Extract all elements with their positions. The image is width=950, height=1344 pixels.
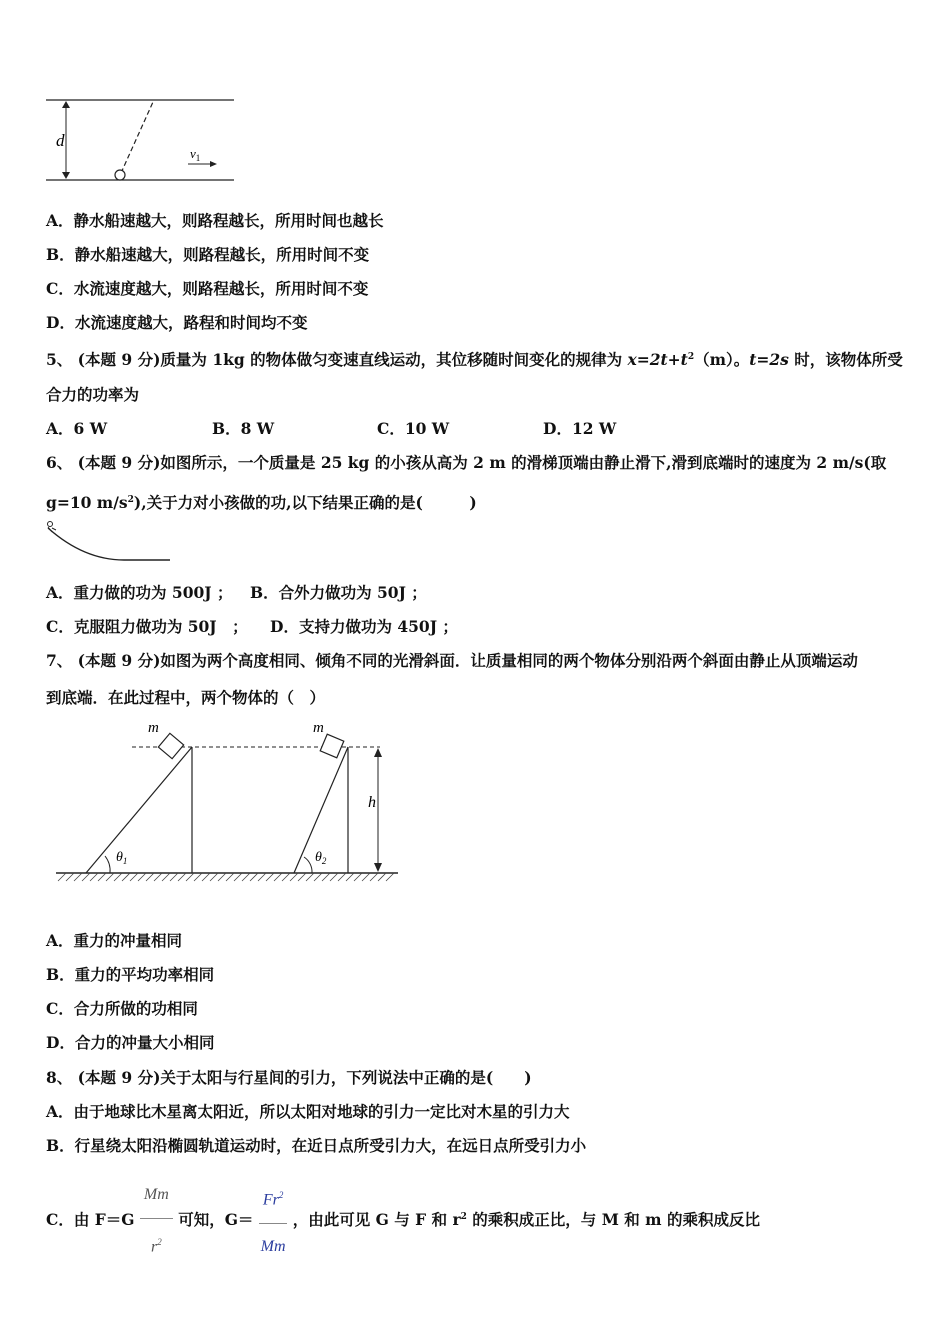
velocity-label: $v_1$: [190, 146, 201, 163]
q6-stem: 6、 (本题 9 分)如图所示，一个质量是 25 kg 的小孩从高为 2 m 的滑梯顶端由静止滑下,滑到底端时的速度为 2 m/s(取: [46, 453, 887, 472]
q4-option-a: A．静水船速越大，则路程越长，所用时间也越长: [46, 211, 384, 230]
q8-option-b: B．行星绕太阳沿椭圆轨道运动时，在近日点所受引力大，在远日点所受引力小: [46, 1136, 587, 1155]
height-label: h: [368, 794, 376, 811]
q6-option-c: C．克服阻力做功为 50J ；: [46, 617, 248, 636]
q5-stem: 5、 (本题 9 分)质量为 1kg 的物体做匀变速直线运动，其位移随时间变化的规律为 $x=2t+t^2(m)$。t=2s 时，该物体所受: [46, 350, 903, 370]
q8-stem: 8、 (本题 9 分)关于太阳与行星间的引力，下列说法中正确的是( ): [46, 1068, 532, 1087]
slide-figure: [44, 518, 174, 566]
mass-label-2: m: [313, 720, 324, 736]
q7-stem: 7、 (本题 9 分)如图为两个高度相同、倾角不同的光滑斜面．让质量相同的两个物体分别沿两个斜面由静止从顶端运动: [46, 651, 858, 670]
q5-option-b: B．8 W: [212, 419, 275, 438]
q6-option-a: A．重力做的功为 500J ；: [46, 583, 233, 602]
q7-option-a: A．重力的冲量相同: [46, 931, 183, 950]
q8-option-a: A．由于地球比木星离太阳近，所以太阳对地球的引力一定比对木星的引力大: [46, 1102, 570, 1121]
q7-option-b: B．重力的平均功率相同: [46, 965, 215, 984]
q5-option-c: C．10 W: [377, 419, 450, 438]
formula-fraction-1: $\frac{Mm}{r^2}$: [140, 1172, 173, 1270]
theta2-label: $\theta_2$: [315, 850, 327, 866]
q6-stem-line2: g=10 $m/s^2$),关于力对小孩做的功,以下结果正确的是( ): [46, 493, 477, 513]
q4-option-b: B．静水船速越大，则路程越长，所用时间不变: [46, 245, 370, 264]
theta1-label: $\theta_1$: [116, 850, 128, 866]
distance-label: d: [56, 131, 65, 150]
q7-option-c: C．合力所做的功相同: [46, 999, 198, 1018]
q7-option-d: D．合力的冲量大小相同: [46, 1033, 215, 1052]
q7-stem-line2: 到底端．在此过程中，两个物体的（ ）: [46, 688, 326, 707]
q6-option-d: D．支持力做功为 450J ；: [270, 617, 458, 636]
q8-option-c: C．由 F＝G $\frac{Mm}{r^2}$ 可知，G＝ $\frac{Fr^2}{Mm}$ ，由此可见 G 与 F 和 $r^2$ 的乘积成正比，与 M 和 m 的乘积成反比: [46, 1172, 760, 1270]
q5-option-a: A．6 W: [46, 419, 108, 438]
mass-label-1: m: [148, 720, 159, 736]
q4-option-c: C．水流速度越大，则路程越长，所用时间不变: [46, 279, 369, 298]
river-crossing-figure: [40, 92, 240, 187]
formula-fraction-2: $\frac{Fr^2}{Mm}$: [259, 1172, 288, 1270]
q5-stem-line2: 合力的功率为: [46, 385, 140, 404]
q4-option-d: D．水流速度越大，路程和时间均不变: [46, 313, 308, 332]
inclined-planes-figure: [50, 715, 405, 890]
q5-option-d: D．12 W: [543, 419, 617, 438]
q6-option-b: B．合外力做功为 50J ；: [250, 583, 427, 602]
